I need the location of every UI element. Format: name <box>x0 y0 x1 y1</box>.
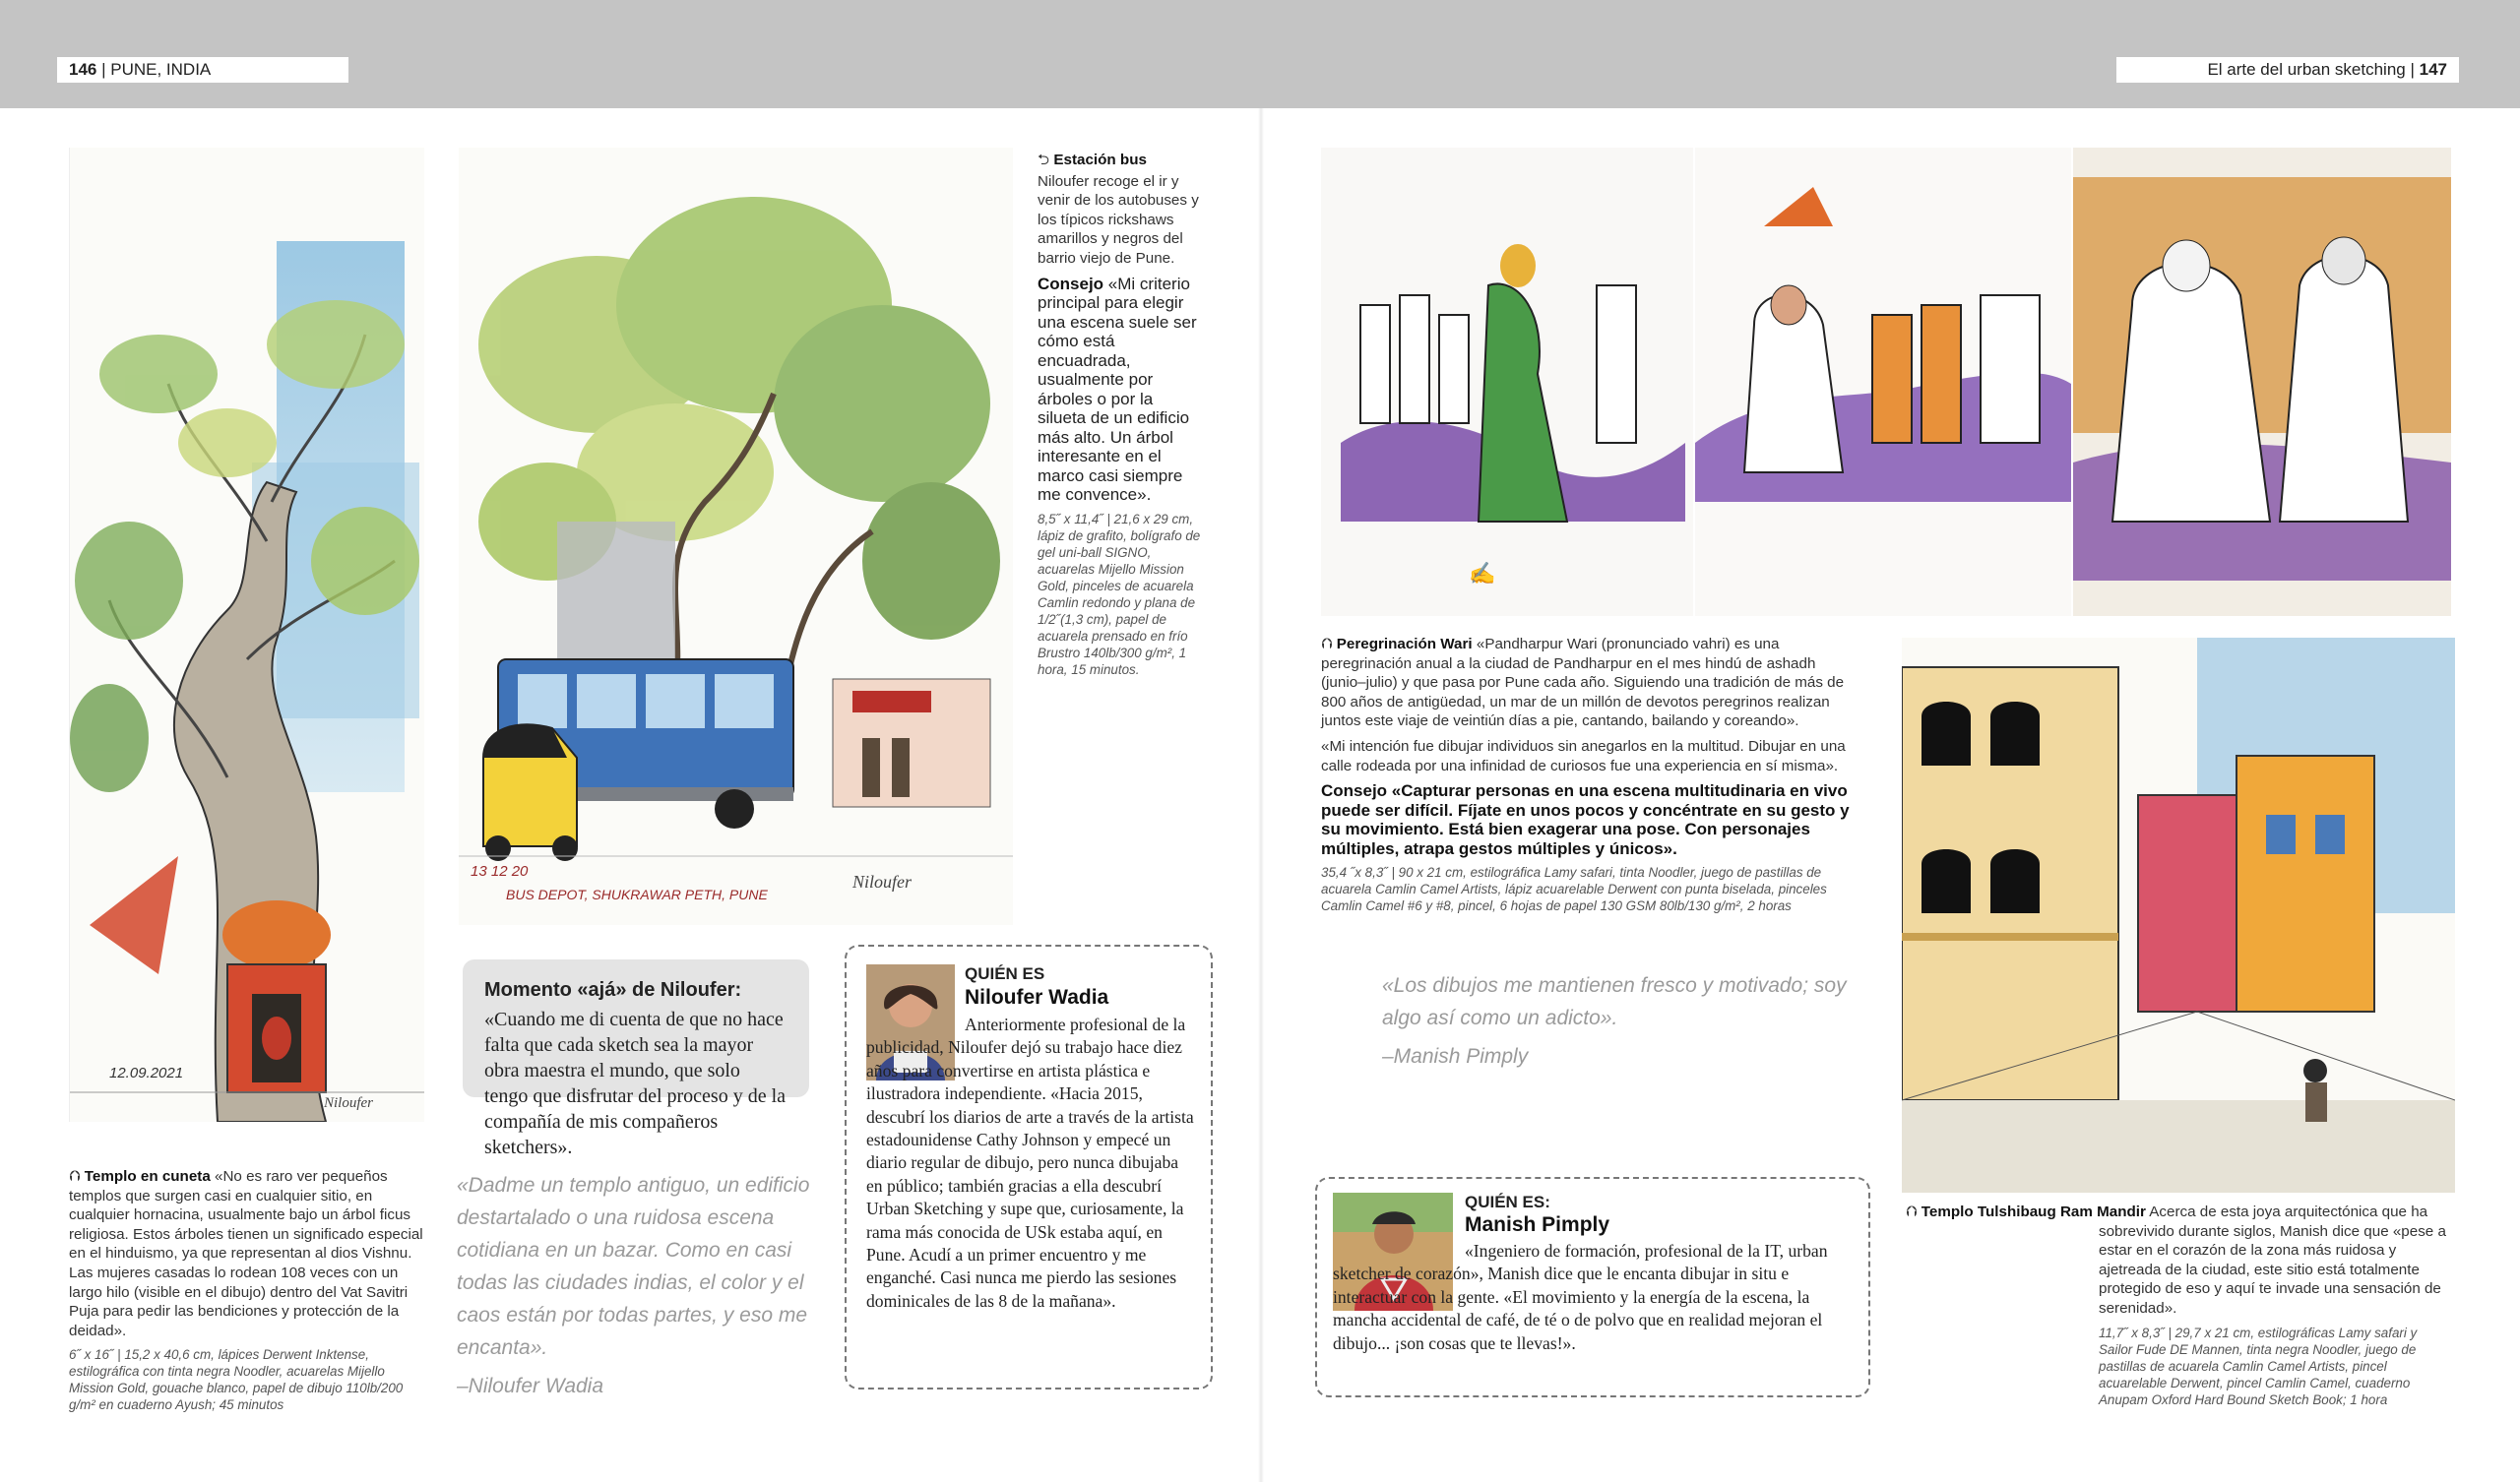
sketch-tulshibaug <box>1902 638 2455 1193</box>
caption-title: Peregrinación Wari <box>1336 636 1473 652</box>
who-name: Manish Pimply <box>1465 1213 1610 1236</box>
sketch-wari-3 <box>2073 148 2451 616</box>
tip-label: Consejo <box>1321 781 1388 801</box>
caption-body-2: «Mi intención fue dibujar individuos sin anegarlos en la multitud. Dibujar en una calle rodeada por una infinidad de curiosos fue una experiencia en sí misma». <box>1321 737 1846 774</box>
sketch-bus-depot <box>459 148 1013 925</box>
caption-tulshibaug <box>1906 1203 2453 1408</box>
caption-body: Niloufer recoge el ir y venir de los autobuses y los típicos rickshaws amarillos y negros del barrio viejo de Pune. <box>1038 172 1199 267</box>
who-name: Niloufer Wadia <box>965 986 1109 1009</box>
sketch-label-bus: BUS DEPOT, SHUKRAWAR PETH, PUNE <box>506 887 768 902</box>
who-bio: Anteriormente profesional de la publicidad, Niloufer dejó su trabajo hace diez años para convertirse en artista plástica e ilustradora independiente. «Hacia 2015, descubrí los diarios de arte a través de la artista estadounidense Cathy Johnson y empecé un diario regular de dibujo, pero nunca dibujaba en público; también gracias a ella descubrí Urban Sketching y supe que, curiosamente, la rama más conocida de USk estaba aquí, en Pune. Acudí a un primer encuentro y me enganché. Casi nunca me pierdo las sesiones dominicales de las 8 de la mañana». <box>866 1015 1194 1311</box>
quote-attribution: –Niloufer Wadia <box>457 1375 604 1397</box>
arrow-up-icon: ⮉ <box>1906 1204 1918 1220</box>
bus-depot-illustration <box>459 148 1013 925</box>
who-bio: «Ingeniero de formación, profesional de la IT, urban sketcher de corazón», Manish dice que le encanta dibujar in situ e interactuar con la gente. «El movimiento y la energía de la escena, la mancha accidental de café, de té o de polvo que en realidad mejoran el dibujo... ¡son cosas que te llevas!». <box>1333 1241 1828 1353</box>
caption-templo-cuneta <box>69 1167 425 1413</box>
technique-note: 8,5˝ x 11,4˝ | 21,6 x 29 cm, lápiz de grafito, bolígrafo de gel uni-ball SIGNO, acuarelas Mijello Mission Gold, pinceles de acuarela Camlin redondo y plana de 1/2˝(1,3 cm), papel de acuarela prensado en frío Brustro 140lb/300 g/m², 1 hora, 15 minutos. <box>1038 511 1201 677</box>
technique-note: 35,4 ˝x 8,3˝ | 90 x 21 cm, estilográfica Lamy safari, tinta Noodler, juego de pastillas de acuarela Camlin Camel Artists, lápiz acuarelable Derwent con punta biselada, pinceles Camlin Camel #6 y #8, pincel, 6 hojas de papel 130 GSM 80lb/130 g/m², 2 horas <box>1321 865 1827 914</box>
page-gutter <box>1258 108 1264 1482</box>
quote-text: «Los dibujos me mantienen fresco y motivado; soy algo así como un adicto». <box>1382 974 1847 1029</box>
caption-body: «No es raro ver pequeños templos que surgen casi en cualquier sitio, en cualquier hornacina, usualmente bajo un árbol ficus religiosa. Estos árboles tienen un significado especial en el hinduismo, ya que representan al dios Vishnu. Las mujeres casadas lo rodean 108 veces con un largo hilo (visible en el dibujo) dentro del Vat Savitri Puja para pedir las bendiciones y protección de la deidad». <box>69 1168 423 1339</box>
right-page-number: 147 <box>2419 60 2447 79</box>
who-is-manish-box <box>1315 1177 1870 1397</box>
tip-text: «Capturar personas en una escena multitudinaria en vivo puede ser difícil. Fíjate en unos pocos y concéntrate en su gesto y su movimiento. Está bien exagerar una pose. Con personajes múltiples, atrapa gestos múltiples y únicos». <box>1321 781 1850 858</box>
caption-title: Templo en cuneta <box>84 1168 211 1185</box>
who-label: QUIÉN ES: <box>1465 1193 1550 1211</box>
quote-text: «Dadme un templo antiguo, un edificio destartalado o una ruidosa escena cotidiana en un bazar. Como en casi todas las ciudades indias, el color y el caos están por todas partes, y eso me encanta». <box>457 1174 810 1359</box>
caption-title: Estación bus <box>1053 152 1147 168</box>
who-label: QUIÉN ES <box>965 964 1045 983</box>
left-page-number: 146 <box>69 60 97 79</box>
sketch-signature-templo: Niloufer <box>324 1095 374 1111</box>
sketch-wari-2 <box>1695 148 2071 616</box>
arrow-left-icon: ⮌ <box>1038 152 1050 168</box>
pull-quote-manish <box>1382 969 1864 1073</box>
arrow-up-icon: ⮉ <box>69 1168 81 1185</box>
right-folio: El arte del urban sketching | 147 <box>2116 57 2459 83</box>
caption-body: «Pandharpur Wari (pronunciado vahri) es una peregrinación anual a la ciudad de Pandharpur en el mes hindú de ashadh (junio–julio) y que pasa por Pune cada año. Siguiendo una tradición de más de 800 años de antigüedad, un mar de un millón de devotos peregrinos realizan juntos este viaje de veintiún días a pie, cantando, bailando y coreando». <box>1321 636 1845 730</box>
caption-title: Templo Tulshibaug Ram Mandir <box>1921 1204 2146 1220</box>
technique-note: 11,7˝ x 8,3˝ | 29,7 x 21 cm, estilográficas Lamy safari y Sailor Fude DE Mannen, tinta negra Noodler, juego de pastillas de acuarela Camlin Camel Artists, pincel acuarelable Derwent, pincel Camlin Camel, cuaderno Anupam Oxford Hard Bound Sketch Book; 1 hora <box>2099 1325 2418 1407</box>
svg-text:✍: ✍ <box>1469 561 1496 586</box>
aha-body: «Cuando me di cuenta de que no hace falta que cada sketch sea la mayor obra maestra el mundo, que solo tengo que disfrutar del proceso y de la compañía de mis compañeros sketchers». <box>484 1009 787 1158</box>
sketch-date-bus: 13 12 20 <box>471 863 529 880</box>
caption-estacion-bus <box>1038 151 1203 678</box>
sketch-wari-1 <box>1321 148 1693 616</box>
aha-title: Momento «ajá» de Niloufer: <box>484 979 742 1001</box>
tip-text: «Mi criterio principal para elegir una escena suele ser cómo está encuadrada, usualmente por árboles o por la silueta de un edificio más alto. Un árbol interesante en el marco casi siempre me convence». <box>1038 274 1197 505</box>
left-folio: 146 | PUNE, INDIA <box>57 57 348 83</box>
tip-label: Consejo <box>1038 274 1104 293</box>
tree-temple-illustration <box>70 148 424 1122</box>
sketch-date-templo: 12.09.2021 <box>109 1065 184 1081</box>
quote-attribution: –Manish Pimply <box>1382 1045 1529 1068</box>
header-band <box>0 0 2520 108</box>
who-is-niloufer-box <box>845 945 1213 1389</box>
right-section-title: El arte del urban sketching <box>2207 60 2406 79</box>
aha-moment-box <box>463 959 809 1158</box>
sketch-signature-bus: Niloufer <box>852 872 913 892</box>
left-section-title: PUNE, INDIA <box>110 60 212 79</box>
caption-wari <box>1321 635 1853 914</box>
caption-body: Acerca de esta joya arquitectónica que ha sobrevivido durante siglos, Manish dice que «pese a estar en el corazón de la zona más ruidosa y ajetreada de la ciudad, este sitio está totalmente protegido de eso y aquí te invade una sensación de serenidad». <box>2099 1204 2446 1317</box>
technique-note: 6˝ x 16˝ | 15,2 x 40,6 cm, lápices Derwent Inktense, estilográfica con tinta negra Noodler, acuarelas Mijello Mission Gold, gouache blanco, papel de dibujo 110lb/200 g/m² en cuaderno Ayush; 45 minutos <box>69 1347 404 1413</box>
sketch-templo-cuneta <box>69 148 424 1122</box>
arrow-up-icon: ⮉ <box>1321 636 1333 652</box>
pull-quote-niloufer <box>457 1169 811 1402</box>
